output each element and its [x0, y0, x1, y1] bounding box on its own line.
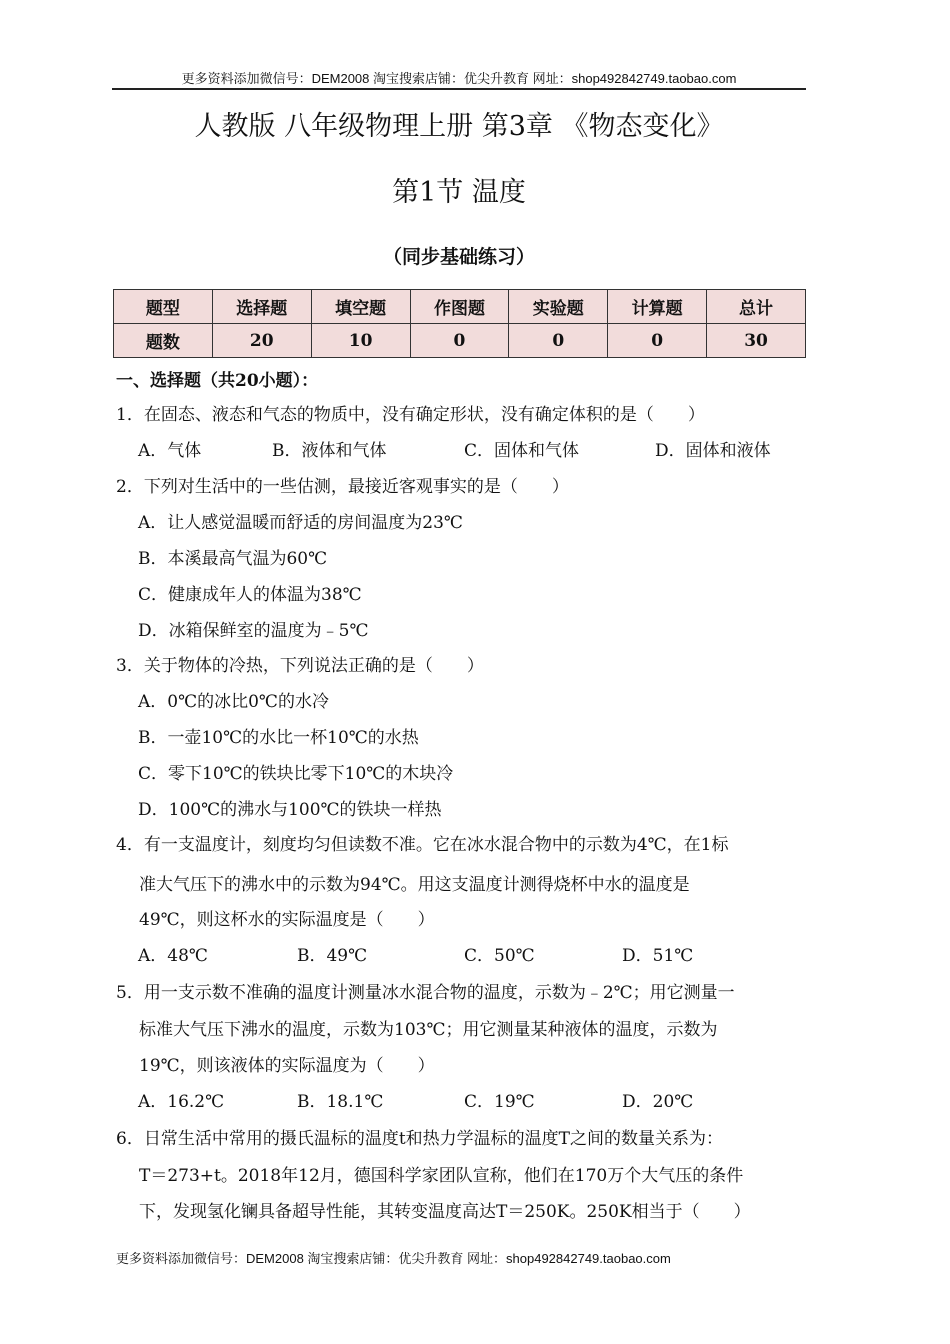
option-a: A．气体 — [138, 441, 202, 461]
question-5-stem: 5．用一支示数不准确的温度计测量冰水混合物的温度，示数为﹣2℃；用它测量一 — [116, 983, 735, 1003]
question-1-options — [0, 436, 950, 460]
question-4-options — [0, 941, 950, 965]
table-cell: 20 — [212, 324, 311, 358]
page-footer: 更多资料添加微信号：DEM2008 淘宝搜索店铺：优尖升教育 网址：shop492842749.taobao.com — [116, 1251, 671, 1266]
option-c: C．固体和气体 — [464, 441, 580, 461]
option-d: D．51℃ — [622, 946, 694, 966]
practice-label: （同步基础练习） — [382, 246, 535, 268]
option-a: A．0℃的冰比0℃的水冷 — [138, 692, 329, 712]
option-c: C．健康成年人的体温为38℃ — [138, 585, 362, 605]
question-5-stem-cont: 标准大气压下沸水的温度，示数为103℃；用它测量某种液体的温度，示数为 — [139, 1020, 718, 1040]
section-heading: 一、选择题（共20小题）： — [116, 371, 319, 391]
table-header-row — [114, 290, 806, 324]
table-cell: 实验题 — [509, 290, 608, 324]
question-5-stem-cont: 19℃，则该液体的实际温度为（ ） — [139, 1056, 435, 1076]
table-cell: 0 — [509, 324, 608, 358]
question-count-table — [113, 289, 806, 358]
question-5-options — [0, 1087, 950, 1111]
table-cell: 10 — [311, 324, 410, 358]
header-divider — [112, 88, 806, 90]
option-b: B．49℃ — [297, 946, 368, 966]
question-2-stem: 2．下列对生活中的一些估测，最接近客观事实的是（ ） — [116, 477, 569, 497]
option-c: C．19℃ — [464, 1092, 535, 1112]
table-cell: 计算题 — [608, 290, 707, 324]
option-d: D．冰箱保鲜室的温度为﹣5℃ — [138, 621, 369, 641]
page-header: 更多资料添加微信号：DEM2008 淘宝搜索店铺：优尖升教育 网址：shop492842749.taobao.com — [181, 71, 737, 86]
option-a: A．让人感觉温暖而舒适的房间温度为23℃ — [138, 513, 463, 533]
table-row — [114, 324, 806, 358]
question-6-stem-cont: T＝273+t。2018年12月，德国科学家团队宣称，他们在170万个大气压的条件 — [139, 1166, 744, 1186]
option-b: B．液体和气体 — [272, 441, 387, 461]
question-4-stem-cont: 49℃，则这杯水的实际温度是（ ） — [139, 910, 435, 930]
table-cell: 填空题 — [311, 290, 410, 324]
option-b: B．一壶10℃的水比一杯10℃的水热 — [138, 728, 419, 748]
table-cell: 选择题 — [212, 290, 311, 324]
option-d: D．20℃ — [622, 1092, 694, 1112]
document-title: 人教版 八年级物理上册 第3章 《物态变化》 — [194, 111, 724, 142]
section-title: 第1节 温度 — [392, 177, 526, 208]
question-1-stem: 1．在固态、液态和气态的物质中，没有确定形状，没有确定体积的是（ ） — [116, 405, 705, 425]
option-b: B．18.1℃ — [297, 1092, 384, 1112]
table-cell: 0 — [410, 324, 509, 358]
table-cell: 题数 — [114, 324, 213, 358]
table-cell: 0 — [608, 324, 707, 358]
option-a: A．48℃ — [138, 946, 208, 966]
table-cell: 总计 — [707, 290, 806, 324]
option-d: D．固体和液体 — [655, 441, 771, 461]
option-c: C．零下10℃的铁块比零下10℃的木块冷 — [138, 764, 454, 784]
question-6-stem-cont: 下，发现氢化镧具备超导性能，其转变温度高达T＝250K。250K相当于（ ） — [139, 1202, 751, 1222]
table-cell: 30 — [707, 324, 806, 358]
table-cell: 题型 — [114, 290, 213, 324]
option-d: D．100℃的沸水与100℃的铁块一样热 — [138, 800, 442, 820]
question-6-stem: 6．日常生活中常用的摄氏温标的温度t和热力学温标的温度T之间的数量关系为： — [116, 1129, 723, 1149]
option-c: C．50℃ — [464, 946, 535, 966]
option-a: A．16.2℃ — [138, 1092, 225, 1112]
question-3-stem: 3．关于物体的冷热，下列说法正确的是（ ） — [116, 656, 484, 676]
question-4-stem: 4．有一支温度计，刻度均匀但读数不准。它在冰水混合物中的示数为4℃，在1标 — [116, 835, 729, 855]
option-b: B．本溪最高气温为60℃ — [138, 549, 328, 569]
table-cell: 作图题 — [410, 290, 509, 324]
question-4-stem-cont: 准大气压下的沸水中的示数为94℃。用这支温度计测得烧杯中水的温度是 — [139, 875, 690, 895]
